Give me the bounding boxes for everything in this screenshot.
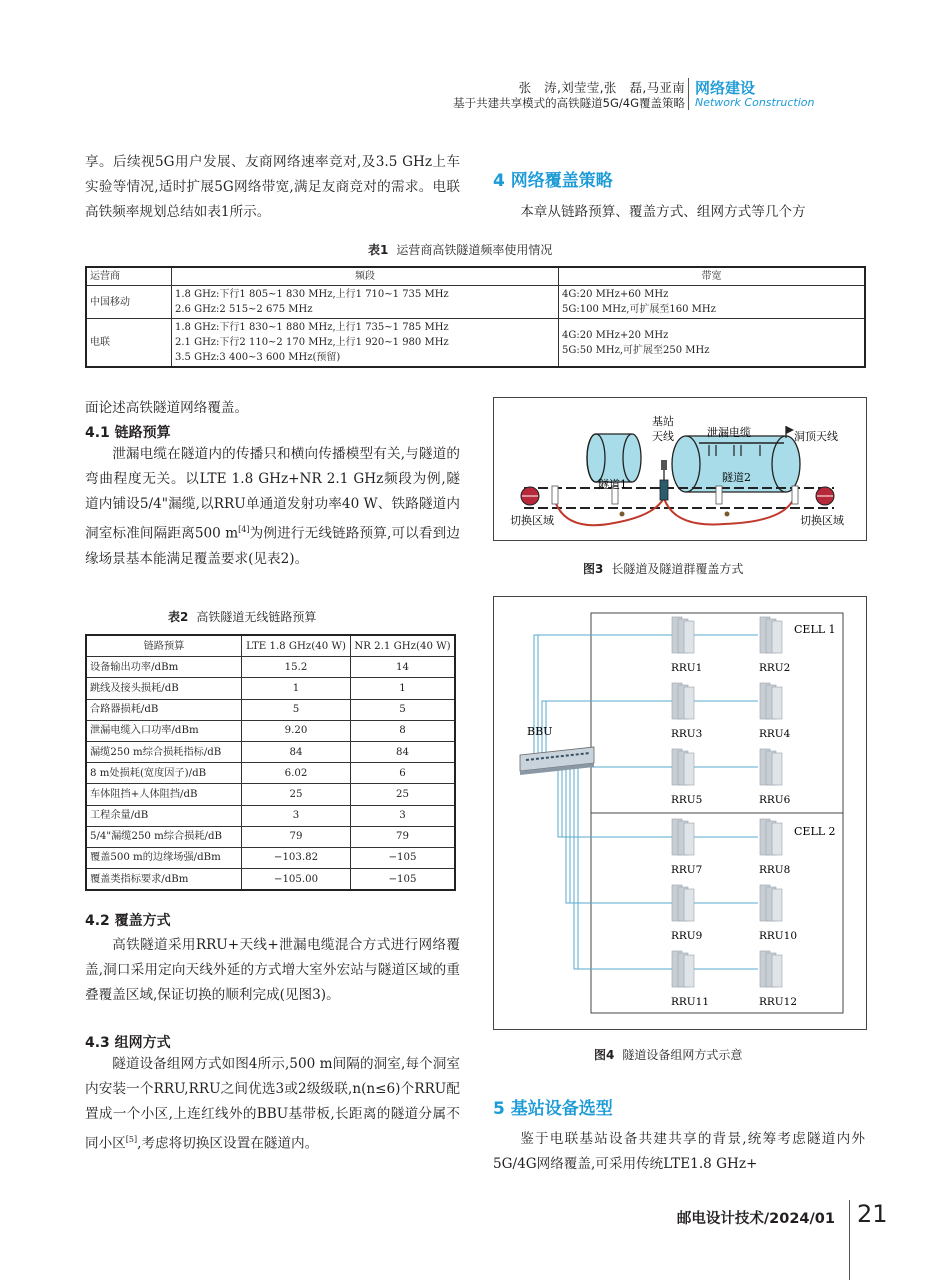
tunnel1-back — [623, 434, 641, 482]
table2-cell: 9.20 — [242, 720, 351, 741]
table2-header: 链路预算 — [86, 635, 242, 657]
label-handover-left: 切换区域 — [510, 514, 554, 527]
section-5-body: 鉴于电联基站设备共建共享的背景,统筹考虑隧道内外5G/4G网络覆盖,可采用传统LTE1.8 GHz+ — [493, 1131, 865, 1172]
table1-header: 频段 — [172, 267, 559, 286]
table1-operator: 中国移动 — [86, 286, 172, 319]
table1-bands: 1.8 GHz:下行1 805~1 830 MHz,上行1 710~1 735 MHz 2.6 GHz:2 515~2 675 MHz — [172, 286, 559, 319]
table1-caption: 表1 运营商高铁隧道频率使用情况 — [368, 243, 553, 257]
label-base-antenna-1: 基站 — [652, 415, 674, 428]
table2-cell: −105 — [351, 869, 456, 891]
rru-icon — [760, 683, 782, 719]
link-line — [574, 757, 670, 969]
table2-cell: 6.02 — [242, 763, 351, 784]
section-4-1-body: 泄漏电缆在隧道内的传播只和横向传播模型有关,与隧道的弯曲程度无关。以LTE 1.8 GHz+NR 2.1 GHz频段为例,隧道内铺设5/4"漏缆,以RRU单通道发射功率40 W、铁路隧道内洞室标准间隔距离500 m[4]为例进行无线链路预算,可以看到边缘场景基本能满足覆盖要求(见表2)。 — [85, 446, 460, 567]
figure-4 — [493, 596, 867, 1030]
table2-cell: 15.2 — [242, 657, 351, 678]
table-row — [86, 657, 455, 678]
rru-icon — [672, 885, 694, 921]
cell1-box — [591, 613, 843, 813]
section-4-3-body: 隧道设备组网方式如图4所示,500 m间隔的洞室,每个洞室内安装一个RRU,RRU之间优选3或2级级联,n(n≤6)个RRU配置成一个小区,上连红线外的BBU基带板,长距离的隧道分属不同小区[5],考虑将切换区设置在隧道内。 — [85, 1056, 460, 1152]
rru-label: RRU2 — [759, 662, 791, 674]
link-line — [542, 701, 670, 757]
rru-label: RRU5 — [671, 794, 703, 806]
bbu-label: BBU — [527, 725, 553, 738]
table2-header-row — [86, 635, 455, 657]
table2-header: LTE 1.8 GHz(40 W) — [242, 635, 351, 657]
table1-header: 带宽 — [559, 267, 866, 286]
base-antenna-icon — [661, 460, 667, 470]
table2-cell: 工程余量/dB — [86, 805, 242, 826]
top-antenna-icon — [786, 426, 794, 434]
citation-4: [4] — [238, 525, 250, 534]
cell1-label: CELL 1 — [794, 623, 836, 636]
table2-cell: −105 — [351, 847, 456, 868]
rru-icon — [672, 819, 694, 855]
link-line — [578, 757, 758, 969]
table2-cell: 84 — [351, 741, 456, 762]
table1-header-row — [86, 267, 865, 286]
rru-label: RRU7 — [671, 864, 703, 876]
rru-icon — [672, 749, 694, 785]
section-4-3-title: 4.3 组网方式 — [85, 1035, 171, 1051]
rru-label: RRU12 — [759, 996, 798, 1008]
table2-cell: 79 — [351, 826, 456, 847]
citation-5: [5] — [125, 1135, 138, 1144]
header-section-cn: 网络建设 — [695, 79, 756, 97]
footer-divider — [849, 1200, 850, 1280]
rru-label: RRU6 — [759, 794, 791, 806]
label-base-antenna-2: 天线 — [652, 430, 674, 443]
rru-icon — [672, 683, 694, 719]
table2-cell: 25 — [351, 784, 456, 805]
table-row — [86, 741, 455, 762]
table2 — [85, 634, 456, 891]
table-row — [86, 319, 865, 368]
table2-cell: 跳线及接头损耗/dB — [86, 678, 242, 699]
rru-icon — [760, 819, 782, 855]
figure-4-diagram — [494, 597, 866, 1029]
table1-bands: 1.8 GHz:下行1 830~1 880 MHz,上行1 735~1 785 MHz 2.1 GHz:下行2 110~2 170 MHz,上行1 920~1 980 MHz 3.5 GHz:3 400~3 600 MHz(预留) — [172, 319, 559, 368]
table2-cell: 车体阻挡+人体阻挡/dB — [86, 784, 242, 805]
table-row — [86, 286, 865, 319]
rru-label: RRU9 — [671, 930, 703, 942]
rru-icon — [760, 617, 782, 653]
link-line — [538, 635, 758, 757]
section-4-2-body: 高铁隧道采用RRU+天线+泄漏电缆混合方式进行网络覆盖,洞口采用定向天线外延的方式增大室外宏站与隧道区域的重叠覆盖区域,保证切换的顺利完成(见图3)。 — [85, 937, 460, 1003]
continuation-text: 面论述高铁隧道网络覆盖。 — [85, 400, 249, 416]
rru-label: RRU1 — [671, 662, 703, 674]
label-tunnel1: 隧道1 — [598, 478, 627, 491]
table2-cell: 25 — [242, 784, 351, 805]
table2-cell: 合路器损耗/dB — [86, 699, 242, 720]
table2-cell: 8 m处损耗(宽度因子)/dB — [86, 763, 242, 784]
cell2-box — [591, 813, 843, 1013]
label-tunnel2: 隧道2 — [722, 471, 751, 484]
table2-cell: 设备输出功率/dBm — [86, 657, 242, 678]
cell2-label: CELL 2 — [794, 825, 836, 838]
table2-cell: 泄漏电缆入口功率/dBm — [86, 720, 242, 741]
table2-cell: 3 — [351, 805, 456, 826]
header-section-en: Network Construction — [695, 96, 815, 109]
link-line — [534, 635, 670, 757]
link-line — [566, 757, 670, 903]
tunnel2-back — [772, 436, 800, 492]
table2-cell: 8 — [351, 720, 456, 741]
rru-label: RRU10 — [759, 930, 798, 942]
table-row — [86, 763, 455, 784]
table1-bandwidth: 4G:20 MHz+60 MHz 5G:100 MHz,可扩展至160 MHz — [559, 286, 866, 319]
table2-cell: 1 — [351, 678, 456, 699]
table-row — [86, 847, 455, 868]
rru-icon — [672, 951, 694, 987]
link-line — [570, 757, 758, 903]
figure-3-caption: 图3 长隧道及隧道群覆盖方式 — [583, 562, 744, 576]
table2-cell: −105.00 — [242, 869, 351, 891]
section-5-title: 5 基站设备选型 — [493, 1099, 613, 1119]
figure-3-diagram — [494, 398, 866, 540]
rru-icon — [760, 951, 782, 987]
table2-cell: 覆盖类指标要求/dBm — [86, 869, 242, 891]
table2-header: NR 2.1 GHz(40 W) — [351, 635, 456, 657]
label-handover-right: 切换区域 — [800, 514, 844, 527]
table-row — [86, 699, 455, 720]
header-authors: 张 涛,刘莹莹,张 磊,马亚南 — [518, 80, 685, 95]
table1-header: 运营商 — [86, 267, 172, 286]
tunnel2-front — [672, 436, 700, 492]
table2-cell: 漏缆250 m综合损耗指标/dB — [86, 741, 242, 762]
rru-icon — [672, 617, 694, 653]
header-paper-title: 基于共建共享模式的高铁隧道5G/4G覆盖策略 — [453, 96, 685, 110]
table2-cell: 覆盖500 m的边缘场强/dBm — [86, 847, 242, 868]
rru-label: RRU8 — [759, 864, 791, 876]
table1 — [85, 266, 866, 368]
section-4-1-title: 4.1 链路预算 — [85, 425, 171, 441]
table2-cell: 5/4"漏缆250 m综合损耗/dB — [86, 826, 242, 847]
intro-paragraph: 享。后续视5G用户发展、友商网络速率竞对,及3.5 GHz上车实验等情况,适时扩展5G网络带宽,满足友商竞对的需求。电联高铁频率规划总结如表1所示。 — [85, 154, 460, 220]
table2-cell: 79 — [242, 826, 351, 847]
table2-cell: 1 — [242, 678, 351, 699]
footer-journal: 邮电设计技术/2024/01 — [676, 1211, 835, 1227]
label-top-antenna: 洞顶天线 — [794, 430, 838, 443]
figure-3 — [493, 397, 867, 541]
table2-cell: 5 — [351, 699, 456, 720]
rru-label: RRU3 — [671, 728, 703, 740]
section-4-2-title: 4.2 覆盖方式 — [85, 913, 171, 929]
table2-cell: 84 — [242, 741, 351, 762]
table-row — [86, 678, 455, 699]
table-row — [86, 805, 455, 826]
table2-cell: −103.82 — [242, 847, 351, 868]
table2-cell: 14 — [351, 657, 456, 678]
table2-caption: 表2 高铁隧道无线链路预算 — [168, 610, 317, 624]
figure-4-caption: 图4 隧道设备组网方式示意 — [594, 1048, 743, 1062]
header-divider — [688, 78, 689, 110]
rru-label: RRU11 — [671, 996, 710, 1008]
table2-cell: 6 — [351, 763, 456, 784]
rru-label: RRU4 — [759, 728, 791, 740]
table-row — [86, 869, 455, 891]
table2-cell: 5 — [242, 699, 351, 720]
label-leaky-cable: 泄漏电缆 — [707, 426, 751, 439]
table1-operator: 电联 — [86, 319, 172, 368]
table-row — [86, 720, 455, 741]
table2-cell: 3 — [242, 805, 351, 826]
rru-icon — [760, 885, 782, 921]
bbu-icon — [520, 747, 594, 775]
section-4-intro: 本章从链路预算、覆盖方式、组网方式等几个方 — [520, 204, 806, 220]
section-4-title: 4 网络覆盖策略 — [493, 171, 613, 191]
page-number: 21 — [857, 1200, 888, 1228]
table-row — [86, 784, 455, 805]
rru-icon — [760, 749, 782, 785]
table1-bandwidth: 4G:20 MHz+20 MHz 5G:50 MHz,可扩展至250 MHz — [559, 319, 866, 368]
table-row — [86, 826, 455, 847]
